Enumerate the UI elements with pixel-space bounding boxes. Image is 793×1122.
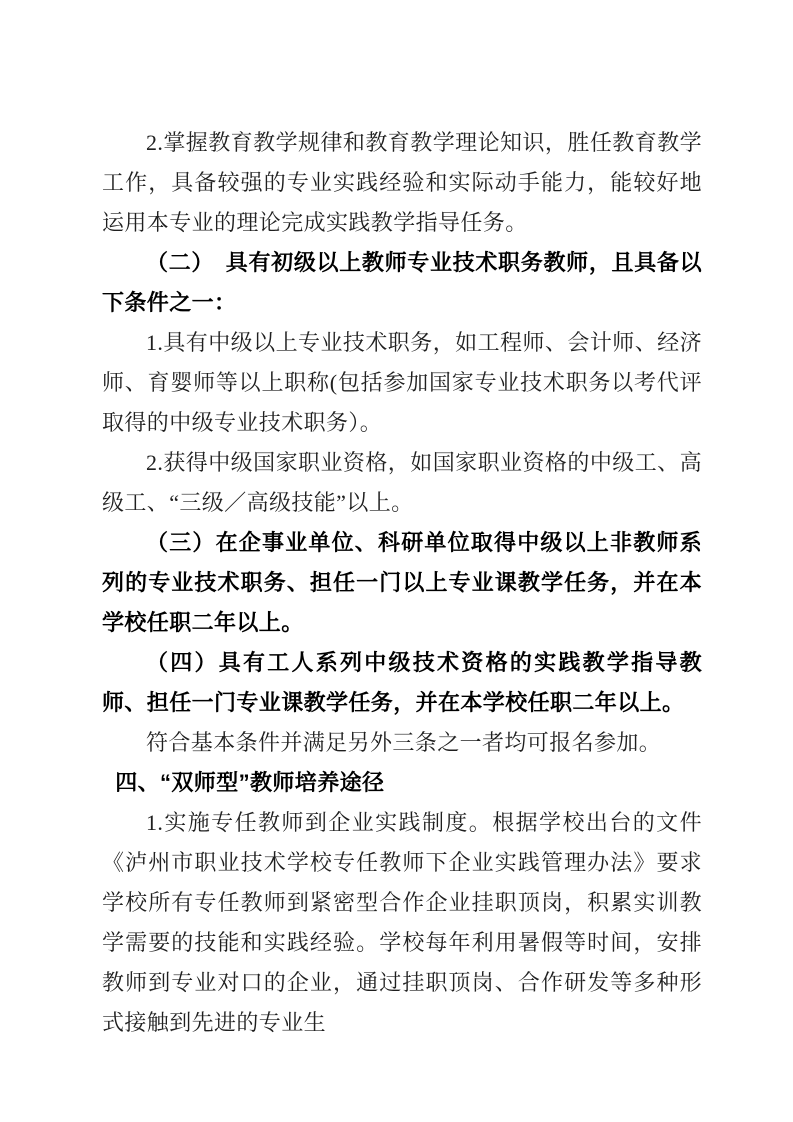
document-content [102,123,702,1043]
heading-section-4: （四）具有工人系列中级技术资格的实践教学指导教师、担任一门专业课教学任务，并在本学校任职二年以上。 [102,650,702,715]
paragraph-practice-system: 1.实施专任教师到企业实践制度。根据学校出台的文件《泸州市职业技术学校专任教师下企业实践管理办法》要求学校所有专任教师到紧密型合作企业挂职顶岗，积累实训教学需要的技能和实践经验。学校每年利用暑假等时间，安排教师到专业对口的企业，通过挂职顶岗、合作研发等多种形式接触到先进的专业生 [102,810,702,1035]
paragraph-eligibility-note: 符合基本条件并满足另外三条之一者均可报名参加。 [146,730,662,755]
heading-section-2: （二） 具有初级以上教师专业技术职务教师，且具备以下条件之一： [102,250,702,315]
heading-section-3: （三）在企事业单位、科研单位取得中级以上非教师系列的专业技术职务、担任一门以上专业课教学任务，并在本学校任职二年以上。 [102,530,702,635]
heading-chapter-4: 四、“双师型”教师培养途径 [115,770,385,795]
paragraph-condition-2: 2.获得中级国家职业资格，如国家职业资格的中级工、高级工、“三级／高级技能”以上。 [102,450,702,515]
paragraph-body-qualification-2: 2.掌握教育教学规律和教育教学理论知识，胜任教育教学工作，具备较强的专业实践经验和实际动手能力，能较好地运用本专业的理论完成实践教学指导任务。 [102,130,702,235]
paragraph-condition-1: 1.具有中级以上专业技术职务，如工程师、会计师、经济师、育婴师等以上职称(包括参加国家专业技术职务以考代评取得的中级专业技术职务）。 [102,330,702,435]
